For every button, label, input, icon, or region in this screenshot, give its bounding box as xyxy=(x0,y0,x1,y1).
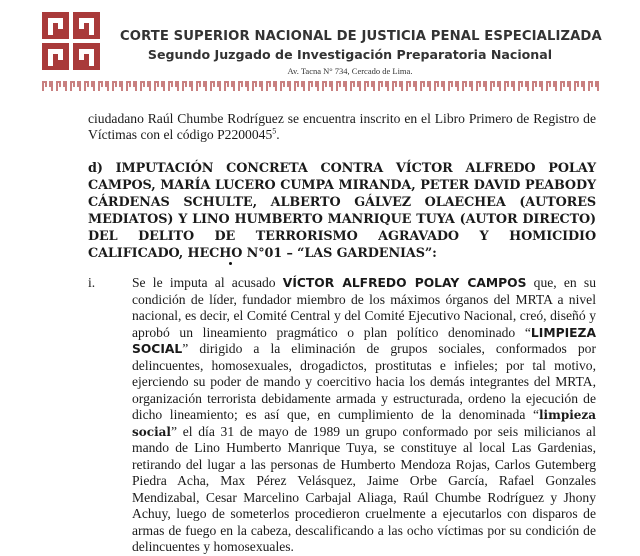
item-paragraph: Se le imputa al acusado VÍCTOR ALFREDO POLAY CAMPOS que, en su condición de líder, fundador miembro de los máximos órganos del MRTA a nivel nacional, es decir, el Comité Central y del Comité Ejecutivo Nacional, creó, diseñó y aprobó un lineamiento pragmático o plan político denominado “LIMPIEZA SOCIAL” dirigido a la eliminación de grupos sociales, conformados por delincuentes, homosexuales, drogadictos, prostitutas e infieles; por tal motivo, ejerciendo su poder de mando y coercitivo hacia los demás integrantes del MRTA, organización terrorista debidamente armada y estructurada, ordeno la ejecución de dicho lineamiento; es así que, en cumplimiento de la denominada “limpieza social” el día 31 de mayo de 1989 un grupo conformado por seis milicianos al mando de Lino Humberto Manrique Tuya, se constituye al local Las Gardenias, retirando del lugar a las personas de Humberto Mendoza Rojas, Carlos Gutemberg Piedra Acha, Max Pérez Velásquez, Jaime Orbe García, Rafael Gonzales Mendizabal, Cesar Marcelino Carbajal Aliaga, Raúl Chumbe Rodríguez y Jhony Achuy, luego de someterlos procedieron cruelmente a ejecutarlos con disparos de armas de fuego en la cabeza, descalificando a las ocho víctimas por su condición de delincuentes y homosexuales. xyxy=(132,275,597,554)
footnote-ref: 5 xyxy=(272,126,277,136)
plan-name: LIMPIEZA SOCIAL xyxy=(132,325,596,356)
court-name: CORTE SUPERIOR NACIONAL DE JUSTICIA PENAL ESPECIALIZADA xyxy=(120,29,602,44)
judiciary-logo xyxy=(40,10,102,72)
plan-name-lower: limpieza social xyxy=(132,408,596,439)
section-heading: d) IMPUTACIÓN CONCRETA CONTRA VÍCTOR ALFREDO POLAY CAMPOS, MARÍA LUCERO CUMPA MIRANDA, PETER DAVID PEABODY CÁRDENAS SCHULTE, ALBERTO GÁLVEZ OLAECHEA (AUTORES MEDIATOS) Y LINO HUMBERTO MANRIQUE TUYA (AUTOR DIRECTO) DEL DELITO DE TERRORISMO AGRAVADO Y HOMICIDIO CALIFICADO, HECHO N°01 – “LAS GARDENIAS”: xyxy=(88,161,596,261)
court-address: Av. Tacna N° 734, Cercado de Lima. xyxy=(287,66,413,76)
decorative-band xyxy=(40,77,600,95)
court-office: Segundo Juzgado de Investigación Preparatoria Nacional xyxy=(147,47,553,62)
mark-dot xyxy=(229,262,232,265)
accused-name: VÍCTOR ALFREDO POLAY CAMPOS xyxy=(282,276,527,290)
item-number: i. xyxy=(88,275,96,290)
paragraph-victim-registry: ciudadano Raúl Chumbe Rodríguez se encuentra inscrito en el Libro Primero de Registro de Víctimas con el código P2200045$^5$. xyxy=(88,111,596,142)
